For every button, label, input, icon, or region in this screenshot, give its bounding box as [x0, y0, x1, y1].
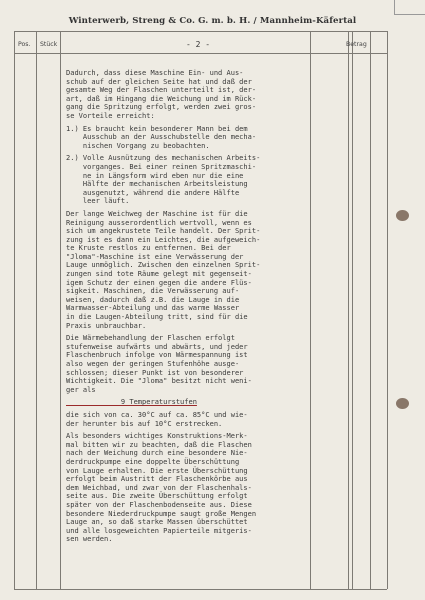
text-line: gang die Spritzung erfolgt, werden zwei gros-: [66, 102, 257, 112]
text-line: Lauge unmöglich. Zwischen den einzelnen Sprit-: [66, 260, 261, 270]
text-line: 9 Temperaturstufen: [66, 397, 197, 407]
text-line: se Vorteile erreicht:: [66, 110, 155, 120]
text-line: von Lauge erhalten. Die erste Überschüttung: [66, 465, 248, 475]
column-rule-stueck: [60, 31, 61, 589]
text-line: 1.) Es braucht kein besonderer Mann bei dem: [66, 123, 248, 133]
punch-hole-upper: [396, 210, 409, 221]
text-line: der herunter bis auf 10°C erstrecken.: [66, 418, 223, 428]
text-line: die sich von ca. 30°C auf ca. 85°C und wie-: [66, 409, 248, 419]
text-line: igem Schutz der einen gegen die andere Flüs-: [66, 277, 252, 287]
letterhead: Winterwerb, Streng & Co. G. m. b. H. / Mannheim-Käfertal: [68, 16, 357, 26]
text-line: Die Wärmebehandlung der Flaschen erfolgt: [66, 333, 235, 343]
text-line: seite aus. Die zweite Überschüttung erfolgt: [66, 491, 248, 501]
text-line: schlossen; dieser Punkt ist von besonderer: [66, 367, 244, 377]
column-header-betrag: Betrag: [346, 41, 367, 48]
typed-letter-body: [66, 69, 344, 544]
text-line: nach der Weichung durch eine besondere Nie-: [66, 448, 248, 458]
text-line: Praxis unbrauchbar.: [66, 320, 147, 330]
text-line: gesamte Weg der Flaschen unterteilt ist, der-: [66, 85, 257, 95]
text-line: Der lange Weichweg der Maschine ist für die: [66, 208, 248, 218]
text-line: erfolgt beim Austritt der Flaschenkörbe aus: [66, 474, 248, 484]
text-line: Lauge an, so daß starke Massen überschüttet: [66, 517, 248, 527]
text-line: Reinigung ausserordentlich wertvoll, wenn es: [66, 217, 252, 227]
text-line: vorganges. Bei einer reinen Spritzmaschi-: [66, 161, 257, 171]
page-number: - 2 -: [185, 40, 211, 49]
column-rule-amount-a: [348, 31, 349, 589]
text-line: 2.) Volle Ausnützung des mechanischen Arbeits-: [66, 153, 261, 163]
text-line: Hälfte der mechanischen Arbeitsleistung: [66, 179, 248, 189]
column-rule-right: [387, 31, 388, 589]
text-line: schub auf der gleichen Seite hat und daß der: [66, 76, 252, 86]
text-line: sigkeit. Maschinen, die Verwässerung auf-: [66, 286, 240, 296]
text-line: zungen sind tote Räume gelegt mit gegenseit-: [66, 269, 252, 279]
column-rule-pos: [36, 31, 37, 589]
text-line: ausgenutzt, während die andere Hälfte: [66, 187, 240, 197]
text-line: Flaschenbruch infolge von Wärmespannung ist: [66, 350, 248, 360]
column-header-stueck: Stück: [40, 41, 58, 48]
column-rule-left: [14, 31, 15, 589]
text-line: und alle losgeweichten Papierteile mitgeris-: [66, 525, 252, 535]
text-line: derdruckpumpe eine doppelte Überschüttung: [66, 456, 240, 466]
text-line: Warmwasser-Abteilung und das warme Wasser: [66, 303, 240, 313]
text-line: ger als: [66, 384, 96, 394]
text-line: ne in Längsform wird eben nur die eine: [66, 170, 244, 180]
column-header-pos: Pos.: [18, 41, 31, 48]
text-line: stufenweise aufwärts und abwärts, und jeder: [66, 341, 248, 351]
text-line: Dadurch, dass diese Maschine Ein- und Aus-: [66, 68, 244, 77]
table-top-rule: [14, 31, 387, 32]
text-line: art, daß im Hingang die Weichung und im Rück-: [66, 93, 257, 103]
text-line: später von der Flaschenbodenseite aus. Diese: [66, 499, 252, 509]
text-line: Ausschub an der Ausschubstelle den mecha-: [66, 132, 257, 142]
text-line: mal bitten wir zu beachten, daß die Flaschen: [66, 439, 252, 449]
text-line: zung ist es dann ein Leichtes, die aufgeweich-: [66, 234, 261, 244]
text-line: sich um angekrustete Teile handelt. Der Sprit-: [66, 226, 261, 236]
table-bottom-rule: [14, 589, 387, 590]
text-line: "Jloma"-Maschine ist eine Verwässerung der: [66, 251, 244, 261]
punch-hole-lower: [396, 398, 409, 409]
column-rule-amount-b: [352, 31, 353, 589]
text-line: dem Weichbad, und zwar von der Flaschenhals-: [66, 482, 252, 492]
text-line: leer läuft.: [66, 196, 130, 206]
text-line: nischen Vorgang zu beobachten.: [66, 140, 210, 150]
table-header-rule: [14, 53, 387, 54]
text-line: Wichtigkeit. Die "Jloma" besitzt nicht weni-: [66, 376, 252, 386]
text-line: weisen, dadurch daß z.B. die Lauge in die: [66, 294, 240, 304]
text-line: sen werden.: [66, 534, 113, 544]
text-line: also wegen der geringen Stufenhöhe ausge-: [66, 359, 240, 368]
text-line: Als besonders wichtiges Konstruktions-Merk-: [66, 431, 248, 441]
column-rule-amount-c: [370, 31, 371, 589]
corner-tab: [394, 0, 425, 15]
text-line: besondere Niederdruckpumpe saugt große Mengen: [66, 508, 257, 518]
text-line: te Kruste restlos zu entfernen. Bei der: [66, 243, 231, 253]
text-line: in die Laugen-Abteilung tritt, sind für die: [66, 312, 248, 322]
